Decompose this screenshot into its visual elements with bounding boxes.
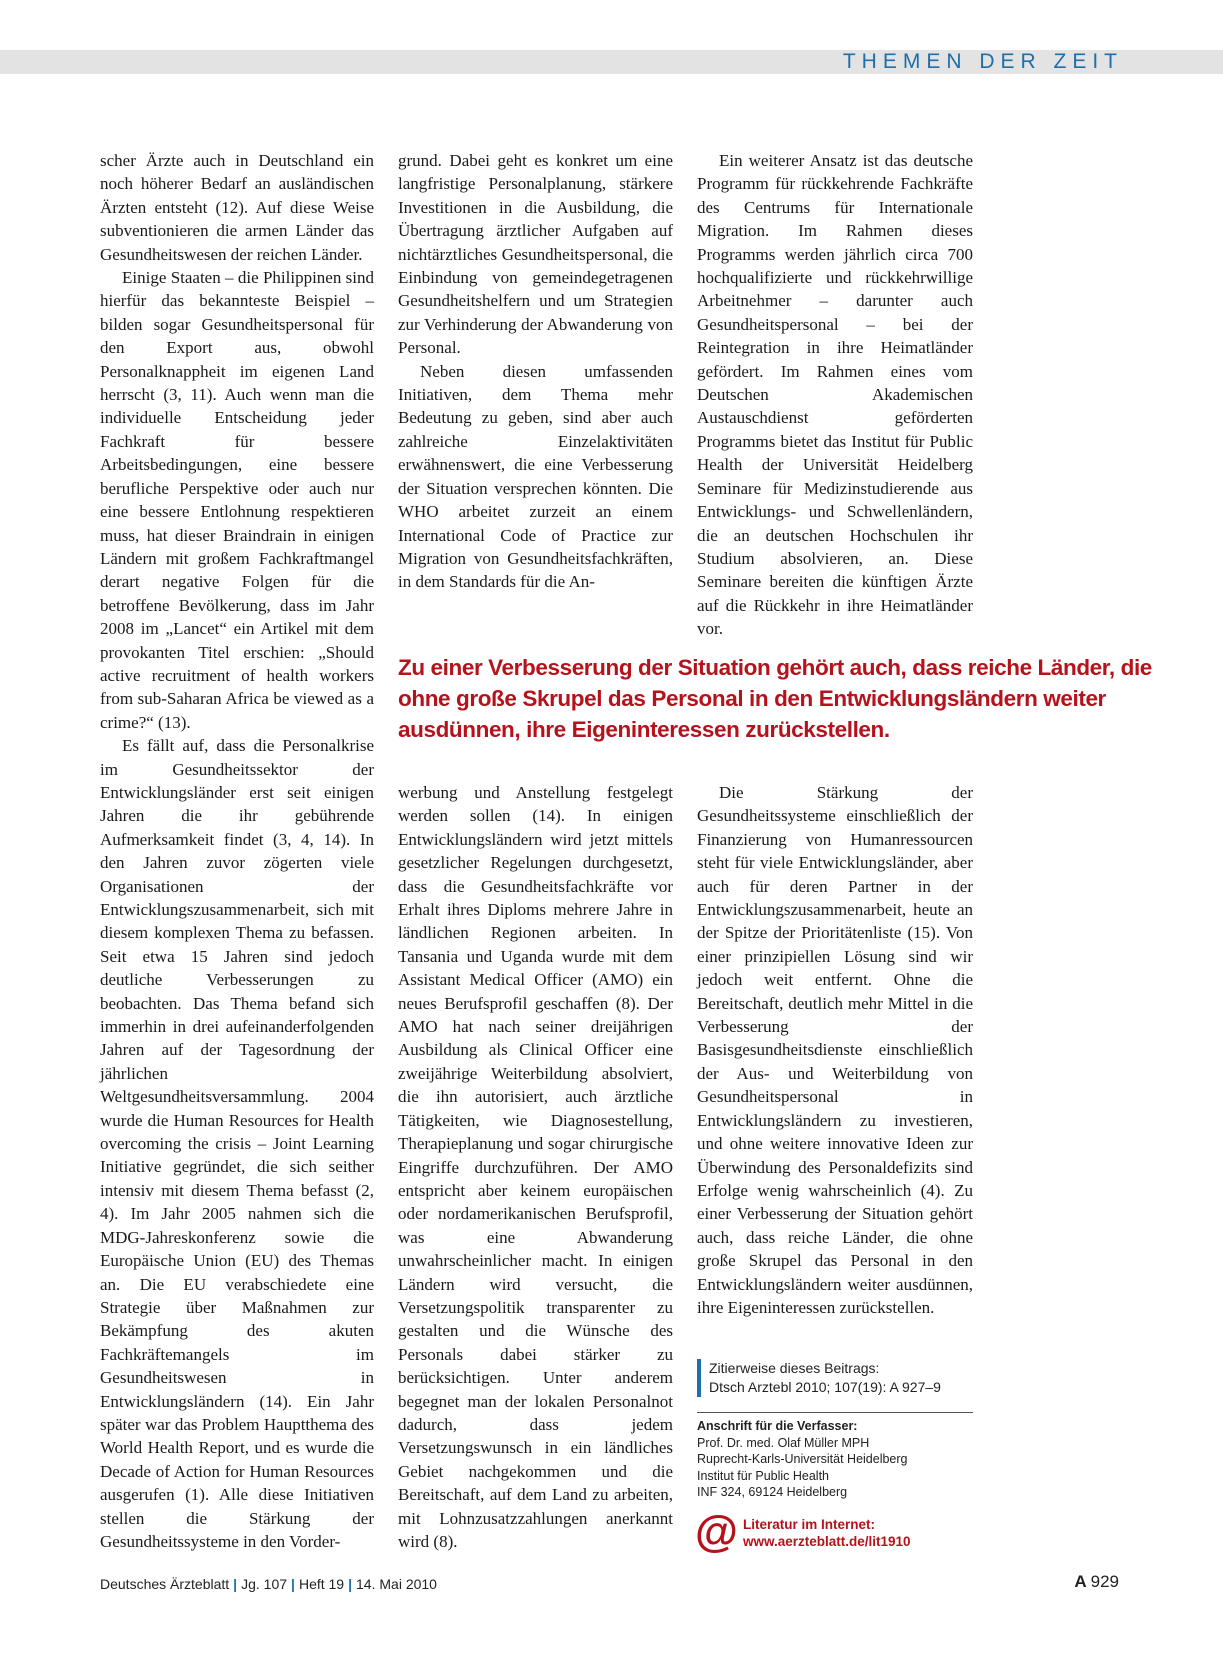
footer-separator: | [348, 1576, 353, 1592]
author-address [697, 1418, 973, 1501]
journal-date: 14. Mai 2010 [356, 1576, 437, 1592]
text-column-3-top [697, 149, 973, 641]
address-title: Anschrift für die Verfasser: [697, 1419, 858, 1433]
citation-reference: Dtsch Arztebl 2010; 107(19): A 927–9 [709, 1379, 941, 1395]
address-line: INF 324, 69124 Heidelberg [697, 1485, 848, 1499]
page-prefix: A [1074, 1572, 1087, 1591]
paragraph: Einige Staaten – die Philippinen sind hierfür das bekannteste Beispiel – bilden sogar Gesundheitspersonal für den Export aus, obwohl Personalknappheit im eigenen Land herrscht (3, 11). Auch wenn man die individuelle Entscheidung jeder Fachkraft für bessere Arbeitsbedingungen, eine bessere berufliche Perspektive oder auch nur eine bessere Entlohnung respektieren muss, hat dieser Braindrain in einigen Ländern mit großem Fachkraftmangel derart negative Folgen für die betroffene Bevölkerung, dass im Jahr 2008 im „Lancet“ ein Artikel mit dem provokanten Titel erschien: „Should active recruitment of health workers from sub-Saharan Africa be viewed as a crime?“ (13). [100, 268, 374, 732]
address-line: Ruprecht-Karls-Universität Heidelberg [697, 1452, 908, 1466]
paragraph: werbung und Anstellung festgelegt werden sollen (14). In einigen Entwicklungsländern wird jetzt mittels gesetzlicher Regelungen durchgesetzt, dass die Gesundheitsfachkräfte vor Erhalt ihres Diploms mehrere Jahre in ländlichen Regionen arbeiten. In Tansania und Uganda wurde mit dem Assistant Medical Officer (AMO) ein neues Berufsprofil geschaffen (8). Der AMO hat nach seiner dreijährigen Ausbildung als Clinical Officer eine zweijährige Weiterbildung absolviert, die ihn autorisiert, auch ärztliche Tätigkeiten, wie Diagnosestellung, Therapieplanung und sogar chirurgische Eingriffe durchzuführen. Der AMO entspricht aber keinem europäischen oder nordamerikanischen Berufsprofil, was eine Abwanderung unwahrscheinlicher macht. In einigen Ländern wird versucht, die Versetzungspolitik transparenter zu gestalten und die Wünsche des Personals dabei stärker zu berücksichtigen. Unter anderem begegnet man der lokalen Personalnot dadurch, dass jedem Versetzungswunsch in ein ländliches Gebiet nachgekommen und die Bereitschaft, auf dem Land zu arbeiten, mit Lohnzusatzzahlungen anerkannt wird (8). [398, 783, 673, 1551]
paragraph: Ein weiterer Ansatz ist das deutsche Programm für rückkehrende Fachkräfte des Centrums für Internationale Migration. Im Rahmen dieses Programms werden jährlich circa 700 hochqualifizierte und rückkehrwillige Arbeitnehmer – darunter auch Gesundheitspersonal – bei der Reintegration in ihre Heimatländer gefördert. Im Rahmen eines vom Deutschen Akademischen Austauschdienst geförderten Programms bietet das Institut für Public Health der Universität Heidelberg Seminare für Medizinstudierende aus Entwicklungs- und Schwellenländern, die an deutschen Hochschulen ihr Studium absolvieren, an. Diese Seminare bereiten die künftigen Ärzte auf die Rückkehr in ihre Heimatländer vor. [697, 151, 973, 639]
divider [697, 1412, 973, 1413]
text-column-1 [100, 149, 374, 1553]
page-number-value: 929 [1090, 1572, 1119, 1591]
literature-internet [695, 1507, 995, 1556]
pull-quote: Zu einer Verbesserung der Situation gehört auch, dass reiche Länder, die ohne große Skrupel das Personal in den Entwicklungsländern weiter ausdünnen, ihre Eigeninteressen zurückstellen. [398, 655, 1152, 742]
at-icon: @ [695, 1507, 738, 1556]
address-line: Prof. Dr. med. Olaf Müller MPH [697, 1435, 870, 1450]
paragraph: Die Stärkung der Gesundheitssysteme einschließlich der Finanzierung von Humanressourcen steht für viele Entwicklungsländer, aber auch für deren Partner in der Entwicklungszusammenarbeit, heute an der Spitze der Prioritätenliste (15). Von einer prinzipiellen Lösung sind wir jedoch weit entfernt. Ohne die Bereitschaft, deutlich mehr Mittel in die Verbesserung der Basisgesundheitsdienste einschließlich der Aus- und Weiterbildung von Gesundheitspersonal in Entwicklungsländern zu investieren, und ohne weitere innovative Ideen zur Überwindung des Personaldefizits sind Erfolge wenig wahrscheinlich (4). Zu einer Verbesserung der Situation gehört auch, dass reiche Länder, die ohne große Skrupel das Personal in den Entwicklungsländern weiter ausdünnen, ihre Eigeninteressen zurückstellen. [697, 783, 973, 1317]
journal-name: Deutsches Ärzteblatt [100, 1576, 230, 1592]
footer [100, 1575, 437, 1593]
page-number [1074, 1572, 1119, 1592]
footer-separator: | [291, 1576, 295, 1592]
paragraph: Es fällt auf, dass die Personalkrise im Gesundheitssektor der Entwicklungsländer erst seit einigen Jahren die ihr gebührende Aufmerksamkeit findet (3, 4, 14). In den Jahren zuvor zögerten viele Organisationen der Entwicklungszusammenarbeit, sich mit diesem komplexen Thema zu befassen. Seit etwa 15 Jahren sind jedoch deutliche Verbesserungen zu beobachten. Das Thema befand sich immerhin in drei aufeinanderfolgenden Jahren auf der Tagesordnung der jährlichen Weltgesundheitsversammlung. 2004 wurde die Human Resources for Health overcoming the crisis – Joint Learning Initiative gegründet, die sich seither intensiv mit diesem Thema befasst (2, 4). Im Jahr 2005 nahmen sich die MDG-Jahreskonferenz sowie die Europäische Union (EU) des Themas an. Die EU verabschiedete eine Strategie über Maßnahmen zur Bekämpfung des akuten Fachkräftemangels im Gesundheitswesen in Entwicklungsländern (14). Ein Jahr später war das Problem Hauptthema des World Health Report, und es wurde die Decade of Action for Human Resources ausgerufen (1). Alle diese Initiativen stellen die Stärkung der Gesundheitssysteme in den Vorder- [100, 736, 374, 1551]
journal-volume: Jg. 107 [241, 1576, 288, 1592]
paragraph: grund. Dabei geht es konkret um eine langfristige Personalplanung, stärkere Investitionen in die Ausbildung, die Übertragung ärztlicher Aufgaben auf nichtärztliches Gesundheitspersonal, die Einbindung von gemeindegetragenen Gesundheitshelfern und um Strategien zur Verhinderung der Abwanderung von Personal. [398, 151, 673, 358]
address-line: Institut für Public Health [697, 1468, 830, 1483]
paragraph: Neben diesen umfassenden Initiativen, dem Thema mehr Bedeutung zu geben, sind aber auch zahlreiche Einzelaktivitäten erwähnenswert, die eine Verbesserung der Situation versprechen könnten. Die WHO arbeitet zurzeit an einem International Code of Practice zur Migration von Gesundheitsfachkräften, in dem Standards für die An- [398, 361, 673, 592]
footer-separator: | [233, 1576, 238, 1592]
text-column-3-bottom [697, 781, 973, 1319]
text-column-2-bottom [398, 781, 673, 1553]
literature-url[interactable]: www.aerzteblatt.de/lit1910 [743, 1534, 911, 1549]
citation-label: Zitierweise dieses Beitrags: [709, 1360, 880, 1376]
citation-box [697, 1359, 973, 1397]
text-column-2-top [398, 149, 673, 594]
literature-label: Literatur im Internet: [743, 1517, 876, 1532]
journal-issue: Heft 19 [298, 1576, 345, 1592]
section-label: THEMEN DER ZEIT [842, 50, 1123, 73]
paragraph: scher Ärzte auch in Deutschland ein noch höherer Bedarf an ausländischen Ärzten entsteht (12). Auf diese Weise subventionieren die armen Länder das Gesundheitswesen der reichen Länder. [100, 151, 374, 264]
